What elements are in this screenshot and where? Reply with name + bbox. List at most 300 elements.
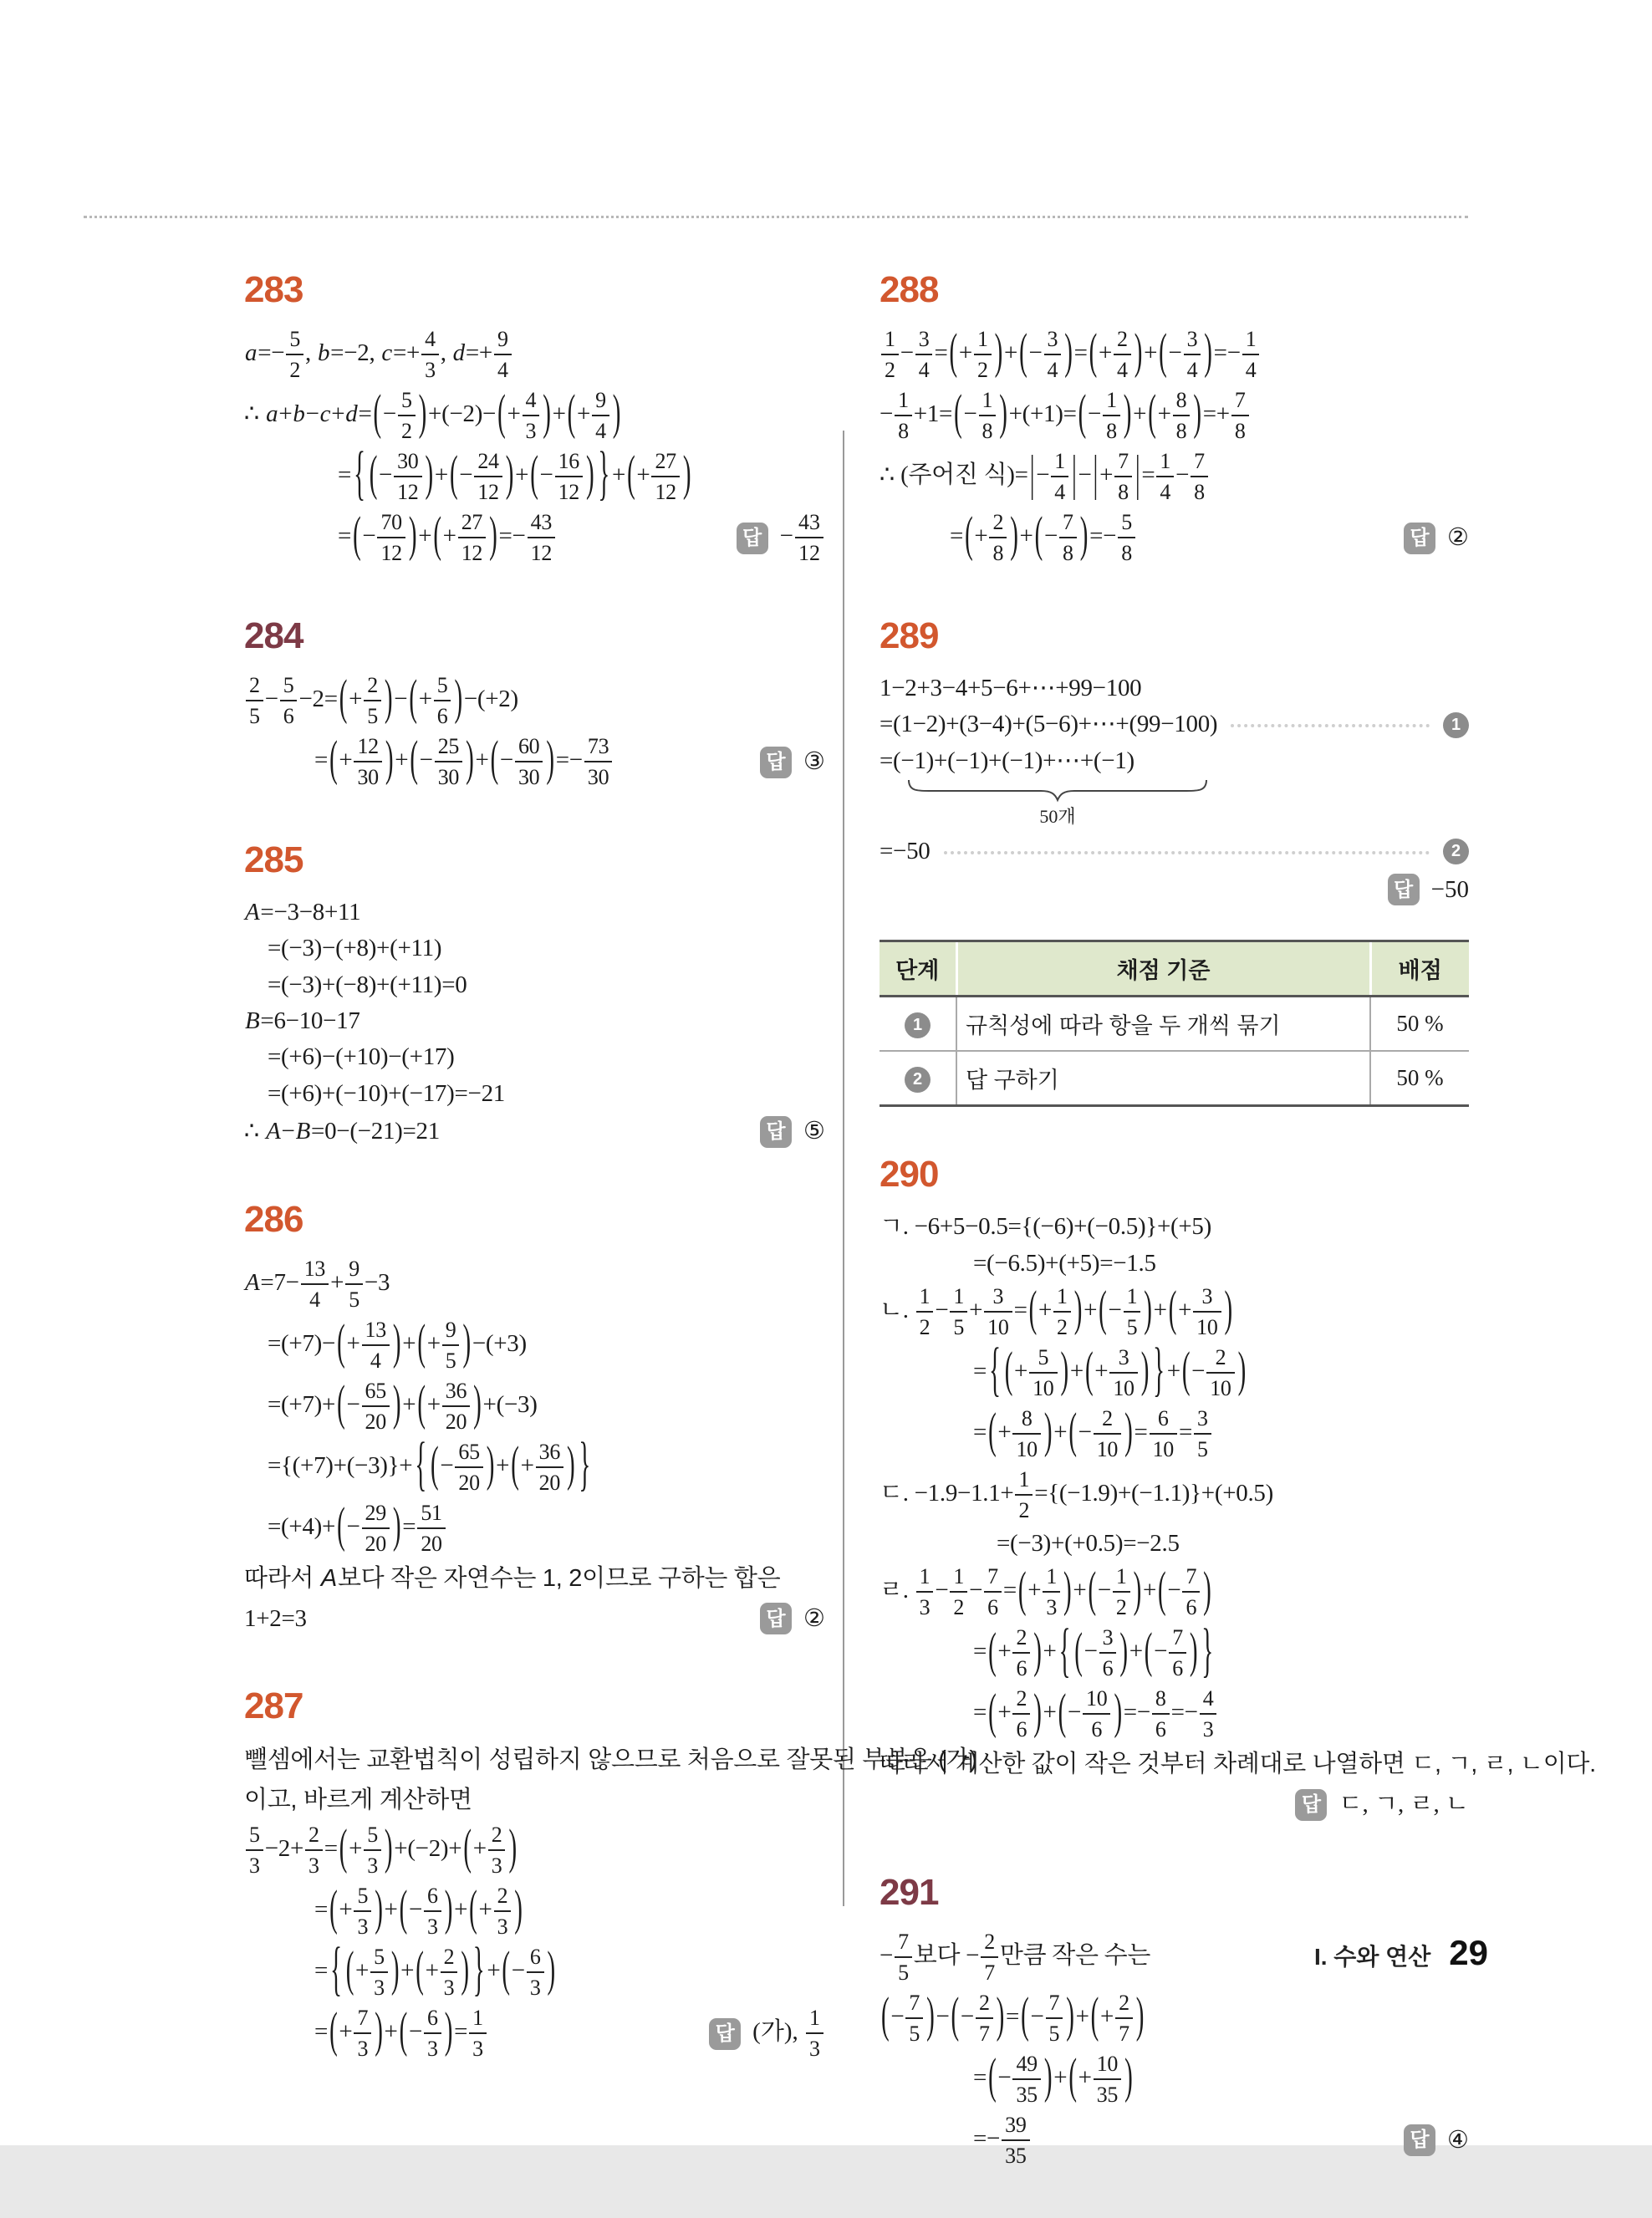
stretched-bracket: ) [1144, 1282, 1152, 1338]
math-line [244, 1003, 825, 1039]
stretched-bracket: ) [1064, 324, 1073, 380]
math-line [997, 1526, 1469, 1562]
stretched-bracket: ) [462, 1315, 471, 1371]
stretched-bracket: ( [399, 1881, 407, 1937]
fraction-numerator: 1 [1053, 1286, 1071, 1313]
stretched-bracket: ( [1017, 1563, 1027, 1618]
stretched-bracket: ) [682, 446, 691, 502]
math-variable: c [319, 400, 331, 428]
fraction-numerator: 2 [976, 1992, 993, 2019]
math-line [244, 324, 825, 385]
line-content: ∴ (주어진 식)=|− $\frac{1}{4}$ |−|+ $\frac{7}{8}$ |= $\frac{1}{4}$ − $\frac{7}{8}$ [880, 451, 1210, 503]
line-content: =(+6)−(+10)−(+17) [268, 1043, 455, 1071]
fraction-denominator: 10 [1113, 1376, 1134, 1401]
fraction-denominator: 20 [421, 1532, 442, 1557]
fraction-numerator: 2 [1012, 1688, 1030, 1715]
line-content: A=−3−8+11 [245, 899, 361, 925]
stretched-bracket: ( [1068, 1404, 1077, 1460]
fraction [1242, 329, 1260, 381]
answer-value: ⑤ [803, 1118, 825, 1145]
line-content: ㄴ. $\frac{1}{2}$ − $\frac{1}{5}$ + $\frac{3}{10}$ =(+ $\frac{1}{2}$ )+(− $\frac{1}{5}$ )+(+ $\frac{3}{10}$ ) [880, 1282, 1232, 1340]
fraction-numerator: 2 [1012, 1627, 1030, 1654]
fraction [364, 675, 381, 727]
fraction-numerator: 2 [246, 675, 263, 701]
stretched-bracket: ( [469, 1881, 477, 1937]
fraction-numerator: 1 [979, 390, 997, 416]
line-content: ㄱ. −6+5−0.5={(−6)+(−0.5)}+(+5) [880, 1213, 1211, 1241]
fraction-numerator: 1 [469, 2007, 487, 2034]
line-content: =(1−2)+(3−4)+(5−6)+⋯+(99−100) [880, 711, 1218, 738]
fraction [458, 512, 486, 564]
fraction [974, 329, 992, 381]
fraction-denominator: 10 [1196, 1315, 1218, 1340]
line-content: =(−1)+(−1)+(−1)+⋯+(−1) [880, 747, 1134, 774]
fraction-numerator: 24 [474, 451, 502, 477]
fraction-denominator: 5 [1197, 1437, 1208, 1462]
stretched-bracket: ( [627, 446, 635, 502]
fraction [1182, 1566, 1200, 1619]
fraction [398, 390, 416, 442]
fraction-denominator: 5 [1126, 1315, 1138, 1340]
fraction-numerator: 7 [1059, 512, 1077, 538]
fraction-denominator: 3 [367, 1853, 378, 1879]
stretched-bracket: ( [1144, 1624, 1153, 1679]
fraction-numerator: 2 [305, 1824, 323, 1851]
fraction-numerator: 9 [345, 1258, 363, 1285]
stretched-bracket: ) [1119, 1624, 1128, 1679]
math-variable: A [266, 1118, 281, 1145]
fraction-denominator: 12 [380, 541, 402, 565]
fraction [1193, 1286, 1221, 1338]
fraction-denominator: 3 [374, 1976, 385, 2001]
fraction-numerator: 70 [377, 512, 405, 538]
fraction-numerator: 2 [989, 512, 1007, 538]
fraction-denominator: 3 [427, 1915, 438, 1940]
fraction-denominator: 12 [558, 480, 580, 504]
fraction-numerator: 1 [1043, 1566, 1060, 1593]
line-content: ∴ a+b−c+d=(− $\frac{5}{2}$ )+(−2)−(+ $\frac{4}{3}$ )+(+ $\frac{9}{4}$ ) [244, 385, 621, 443]
stretched-bracket: | [1029, 446, 1035, 502]
fraction-numerator: 4 [421, 329, 439, 355]
fraction [1012, 1688, 1030, 1741]
stretched-bracket: ( [1089, 324, 1097, 380]
stretched-bracket: | [1093, 446, 1099, 502]
stretched-bracket: ( [410, 732, 418, 788]
fraction-denominator: 35 [1016, 2082, 1038, 2107]
fraction-denominator: 6 [436, 704, 448, 728]
stretched-bracket: ( [1084, 1343, 1094, 1399]
fraction-numerator: 30 [394, 451, 421, 477]
fraction-numerator: 9 [442, 1319, 460, 1346]
stretched-bracket: ( [345, 1942, 354, 1998]
fraction-denominator: 20 [365, 1532, 386, 1557]
fraction [354, 2007, 371, 2060]
fraction-denominator: 5 [349, 1287, 359, 1313]
math-line [268, 967, 825, 1003]
fraction-denominator: 2 [1057, 1315, 1068, 1340]
fraction-denominator: 3 [425, 358, 436, 382]
math-variable: d [452, 339, 465, 367]
fraction-numerator: 1 [916, 1566, 934, 1593]
math-line [268, 1431, 825, 1499]
fraction-numerator: 43 [795, 512, 823, 538]
fraction [1094, 1408, 1121, 1461]
answer-badge: 답 [760, 1116, 792, 1148]
fraction-numerator: 4 [523, 390, 540, 416]
fraction [362, 1380, 390, 1433]
stretched-bracket: ( [1028, 1282, 1037, 1338]
line-content: 뺄셈에서는 교환법칙이 성립하지 않으므로 처음으로 잘못된 부분은 (가) [244, 1746, 977, 1774]
fraction-numerator: 1 [1113, 1566, 1130, 1593]
stretched-bracket: { [330, 1936, 342, 2004]
fraction-denominator: 3 [427, 2037, 438, 2062]
fraction [364, 1824, 381, 1877]
fraction [394, 451, 421, 503]
fraction [905, 1992, 923, 2045]
math-line [268, 931, 825, 966]
fraction-denominator: 3 [1202, 1717, 1214, 1742]
stretched-bracket: ( [567, 385, 576, 441]
line-content: $\frac{2}{5}$ − $\frac{5}{6}$ −2=(+ $\frac{2}{5}$ )−(+ $\frac{5}{6}$ )−(+2) [244, 675, 518, 727]
fraction-denominator: 12 [655, 480, 676, 504]
math-line [880, 1209, 1469, 1245]
fraction-numerator: 1 [950, 1566, 967, 1593]
math-line [973, 1337, 1469, 1405]
fraction [1053, 1286, 1071, 1338]
fraction-numerator: 49 [1012, 2053, 1040, 2080]
line-content: =(− $\frac{49}{35}$ )+(+ $\frac{10}{35}$ ) [973, 2049, 1133, 2107]
fraction-denominator: 3 [472, 2037, 483, 2062]
line-content: =(−3)+(+0.5)=−2.5 [997, 1530, 1180, 1558]
fraction-numerator: 5 [246, 1824, 263, 1851]
math-line [880, 324, 1469, 385]
line-content: 1+2=3 [244, 1604, 307, 1632]
problem-289 [880, 615, 1469, 1107]
fraction [441, 1946, 458, 1999]
fraction-denominator: 3 [525, 419, 537, 443]
fraction [527, 1946, 544, 1999]
fraction-numerator: 7 [1231, 390, 1249, 416]
fraction-denominator: 3 [809, 2037, 820, 2062]
stretched-bracket: { [415, 1431, 426, 1499]
fraction-numerator: 1 [1242, 329, 1260, 355]
fraction-numerator: 5 [354, 1885, 371, 1912]
line-content: a=− $\frac{5}{2}$ , b=−2, c=+ $\frac{4}{3}$ , d=+ $\frac{9}{4}$ [244, 329, 513, 381]
math-line [244, 895, 825, 931]
math-line [880, 1988, 1469, 2049]
stretched-bracket: ( [988, 1404, 997, 1460]
table-step-cell [880, 1051, 956, 1106]
stretched-bracket: ) [408, 507, 417, 563]
fraction-numerator: 2 [488, 1824, 506, 1851]
problem-288 [880, 269, 1469, 569]
fraction-numerator: 5 [434, 675, 451, 701]
fraction [1094, 2053, 1121, 2106]
line-content: =(+6)+(−10)+(−17)=−21 [268, 1079, 505, 1107]
stretched-bracket: } [579, 1431, 591, 1499]
stretched-bracket: ) [444, 1881, 453, 1937]
stretched-bracket: ) [425, 446, 433, 502]
fraction-numerator: 3 [1184, 329, 1201, 355]
problem-number: 286 [244, 1199, 303, 1241]
fraction-denominator: 8 [982, 419, 993, 443]
fraction-numerator: 60 [515, 736, 543, 762]
answer [743, 1116, 825, 1148]
fraction [1012, 2053, 1040, 2106]
fraction-numerator: 43 [528, 512, 555, 538]
stretched-bracket: ) [612, 385, 621, 441]
fraction [1002, 2114, 1029, 2167]
stretched-bracket: ) [508, 1820, 517, 1876]
fraction [424, 2007, 441, 2060]
stretched-bracket: ( [337, 1498, 345, 1554]
stretched-bracket: ( [1021, 1988, 1029, 2044]
fraction [523, 390, 540, 442]
fraction [474, 451, 502, 503]
stretched-bracket: ) [505, 446, 514, 502]
answer-value: − $\frac{43}{12}$ [780, 512, 825, 564]
math-line [268, 1039, 825, 1075]
fraction [301, 1258, 329, 1311]
math-line [880, 670, 1469, 706]
stretched-bracket: ) [418, 385, 427, 441]
line-content: ㄷ. −1.9−1.1+ $\frac{1}{2}$ ={(−1.9)+(−1.1)}+(+0.5) [880, 1467, 1273, 1523]
fraction [976, 1992, 993, 2045]
fraction [1194, 1408, 1211, 1461]
fraction-denominator: 20 [445, 1410, 467, 1435]
fraction [354, 1885, 371, 1938]
stretched-bracket: ) [1010, 507, 1018, 563]
stretched-bracket: ) [1237, 1343, 1246, 1399]
line-content: =− $\frac{39}{35}$ [973, 2114, 1032, 2167]
stretched-bracket: ) [473, 1376, 482, 1432]
math-line [268, 1376, 825, 1437]
line-content: =(+7)−(+ $\frac{13}{4}$ )+(+ $\frac{9}{5}$ )−(+3) [268, 1315, 527, 1374]
fraction-denominator: 8 [898, 419, 909, 443]
fraction-denominator: 35 [1005, 2143, 1027, 2168]
step-marker-icon: 2 [1443, 839, 1469, 864]
fraction [651, 451, 679, 503]
fraction [377, 512, 405, 564]
stretched-bracket: ( [502, 1942, 510, 1998]
fraction-denominator: 8 [992, 541, 1004, 565]
math-line [244, 385, 825, 446]
fraction-numerator: 3 [1194, 1408, 1211, 1435]
fraction [345, 1258, 363, 1311]
fraction-numerator: 1 [1124, 1286, 1141, 1313]
stretched-bracket: ( [951, 1988, 959, 2044]
stretched-bracket: ( [988, 1624, 997, 1679]
fraction-denominator: 6 [1016, 1717, 1027, 1742]
fraction-numerator: 7 [1169, 1627, 1186, 1654]
fraction-numerator: 5 [286, 329, 303, 355]
fraction-denominator: 30 [437, 765, 460, 789]
line-content: (− $\frac{7}{5}$ )−(− $\frac{2}{7}$ )=(− $\frac{7}{5}$ )+(+ $\frac{2}{7}$ ) [881, 1988, 1145, 2046]
fraction [915, 329, 933, 381]
line-content: B=6−10−17 [245, 1007, 360, 1035]
stretched-bracket: ) [994, 324, 1003, 380]
fraction [434, 675, 451, 727]
stretched-bracket: ) [1033, 1624, 1042, 1679]
fraction-denominator: 12 [461, 541, 483, 565]
fraction [1043, 1566, 1060, 1619]
fraction-denominator: 7 [1119, 2021, 1129, 2046]
fraction-denominator: 3 [1046, 1595, 1058, 1620]
fraction-numerator: 1 [916, 1286, 934, 1313]
fraction-denominator: 4 [370, 1349, 381, 1374]
stretched-bracket: ) [996, 1988, 1005, 2044]
stretched-bracket: ( [1181, 1343, 1191, 1399]
answer [720, 512, 825, 564]
stretched-bracket: ) [1203, 1563, 1211, 1618]
math-line [314, 1936, 825, 2004]
fraction [286, 329, 303, 381]
line-content: 따라서 계산한 값이 작은 것부터 차례대로 나열하면 ㄷ, ㄱ, ㄹ, ㄴ이다. [880, 1751, 1596, 1778]
fraction-denominator: 10 [1152, 1437, 1174, 1462]
math-line [880, 1562, 1469, 1623]
line-content: =(− $\frac{70}{12}$ )+(+ $\frac{27}{12}$ )=− $\frac{43}{12}$ [338, 512, 557, 564]
fraction-numerator: 9 [494, 329, 512, 355]
stretched-bracket: ) [547, 1942, 555, 1998]
fraction-denominator: 20 [458, 1471, 480, 1496]
math-variable: A [245, 899, 260, 925]
fraction-denominator: 2 [919, 1315, 931, 1340]
fraction-denominator: 4 [1186, 358, 1198, 382]
stretched-bracket: ( [399, 2003, 407, 2059]
step-marker-icon: 1 [1443, 712, 1469, 738]
fraction [1169, 1627, 1186, 1680]
fraction-denominator: 3 [308, 1853, 319, 1879]
grading-table [880, 940, 1469, 1107]
fraction [1118, 512, 1135, 564]
line-content: =(+ $\frac{2}{6}$ )+(− $\frac{10}{6}$ )=− $\frac{8}{6}$ =− $\frac{4}{3}$ [973, 1688, 1218, 1741]
stretched-bracket: } [598, 441, 609, 508]
table-score-cell: 50 % [1370, 1051, 1469, 1106]
fraction [981, 1931, 998, 1984]
answer [692, 2007, 825, 2060]
fraction-numerator: 7 [1114, 451, 1132, 477]
stretched-bracket: ( [409, 670, 417, 727]
fraction [1103, 390, 1120, 442]
fraction [1012, 1627, 1030, 1680]
stretched-bracket: ) [1063, 1563, 1072, 1618]
math-line [880, 834, 1469, 869]
math-line [880, 446, 1469, 507]
math-line [880, 385, 1469, 446]
fraction [881, 329, 899, 381]
stretched-bracket: ( [490, 732, 498, 788]
fraction [246, 1824, 263, 1877]
step-marker-icon: 1 [905, 1012, 931, 1038]
fraction-denominator: 6 [283, 704, 294, 728]
dotted-leader [1231, 722, 1430, 727]
line-content: =(−3)+(−8)+(+11)=0 [268, 971, 467, 998]
fraction-numerator: 10 [1083, 1688, 1110, 1715]
underbrace-label: 50개 [1039, 806, 1076, 828]
fraction-numerator: 6 [424, 1885, 441, 1912]
column-divider [843, 431, 844, 1906]
fraction-denominator: 5 [445, 1349, 456, 1374]
fraction-denominator: 6 [987, 1595, 998, 1620]
answer-badge: 답 [1388, 874, 1420, 905]
line-content: =(+ $\frac{12}{30}$ )+(− $\frac{25}{30}$ )+(− $\frac{60}{30}$ )=− $\frac{73}{30}$ [314, 736, 614, 788]
fraction [1156, 451, 1174, 503]
fraction [1114, 451, 1132, 503]
stretched-bracket: ) [375, 1881, 383, 1937]
fraction-denominator: 5 [249, 704, 260, 728]
fraction-denominator: 6 [1102, 1656, 1114, 1681]
fraction [989, 512, 1007, 564]
fraction [1150, 1408, 1177, 1461]
stretched-bracket: ) [1133, 1563, 1141, 1618]
fraction-denominator: 10 [1016, 1437, 1038, 1462]
fraction-numerator: 4 [1200, 1688, 1217, 1715]
stretched-bracket: ) [1134, 324, 1143, 380]
fraction [1099, 1627, 1117, 1680]
math-line [950, 507, 1469, 569]
answer [743, 747, 825, 778]
fraction [1059, 512, 1077, 564]
stretched-bracket: ( [954, 385, 962, 441]
fraction [362, 1319, 390, 1372]
math-variable: d [345, 400, 358, 428]
line-content: =(−6.5)+(+5)=−1.5 [973, 1249, 1156, 1277]
math-line [973, 2049, 1469, 2110]
page-number: 29 [1449, 1933, 1488, 1972]
fraction-numerator: 27 [458, 512, 486, 538]
fraction [305, 1824, 323, 1877]
line-content: $\frac{5}{3}$ −2+ $\frac{2}{3}$ =(+ $\frac{5}{3}$ )+(−2)+(+ $\frac{2}{3}$ ) [244, 1824, 518, 1877]
answer [1371, 874, 1469, 905]
stretched-bracket: ) [1193, 385, 1201, 441]
answer [1387, 2124, 1469, 2156]
right-column [880, 269, 1596, 2218]
fraction-denominator: 4 [497, 358, 508, 382]
line-content: =(+ $\frac{2}{8}$ )+(− $\frac{7}{8}$ )=− $\frac{5}{8}$ [950, 512, 1137, 564]
dotted-leader [944, 849, 1430, 854]
math-variable: A [320, 1565, 337, 1593]
stretched-bracket: ) [586, 446, 594, 502]
problem-number: 290 [880, 1154, 939, 1196]
fraction-numerator: 5 [398, 390, 416, 416]
line-content: − $\frac{7}{5}$ 보다 − $\frac{2}{7}$ 만큼 작은 수는 [880, 1929, 1151, 1985]
answer-value: ㄷ, ㄱ, ㄹ, ㄴ [1338, 1791, 1469, 1818]
fraction-numerator: 3 [984, 1286, 1012, 1313]
stretched-bracket: ) [1033, 1685, 1042, 1740]
fraction-denominator: 6 [1091, 1717, 1103, 1742]
stretched-bracket: ( [353, 507, 361, 563]
line-content: =(+4)+(− $\frac{29}{20}$ )= $\frac{51}{20}$ [268, 1502, 447, 1555]
answer-badge: 답 [760, 747, 792, 778]
math-line [973, 1404, 1469, 1465]
fraction-denominator: 8 [1106, 419, 1117, 443]
table-row [880, 997, 1469, 1052]
answer [1387, 523, 1469, 554]
fraction [1184, 329, 1201, 381]
fraction-denominator: 5 [1048, 2021, 1060, 2046]
stretched-bracket: ( [1068, 2049, 1077, 2105]
stretched-bracket: ) [461, 1942, 469, 1998]
stretched-bracket: ) [466, 732, 474, 788]
fraction [494, 1885, 512, 1938]
math-line [314, 732, 825, 793]
stretched-bracket: ) [926, 1988, 935, 2044]
fraction-denominator: 10 [1210, 1376, 1231, 1401]
line-content: − $\frac{1}{8}$ +1=(− $\frac{1}{8}$ )+(+1)=(− $\frac{1}{8}$ )+(+ $\frac{8}{8}$ )=+ $\frac{7}{8}$ [880, 390, 1251, 442]
math-line [338, 441, 825, 508]
fraction-numerator: 8 [1012, 1408, 1040, 1435]
fraction-numerator: 65 [455, 1441, 482, 1468]
